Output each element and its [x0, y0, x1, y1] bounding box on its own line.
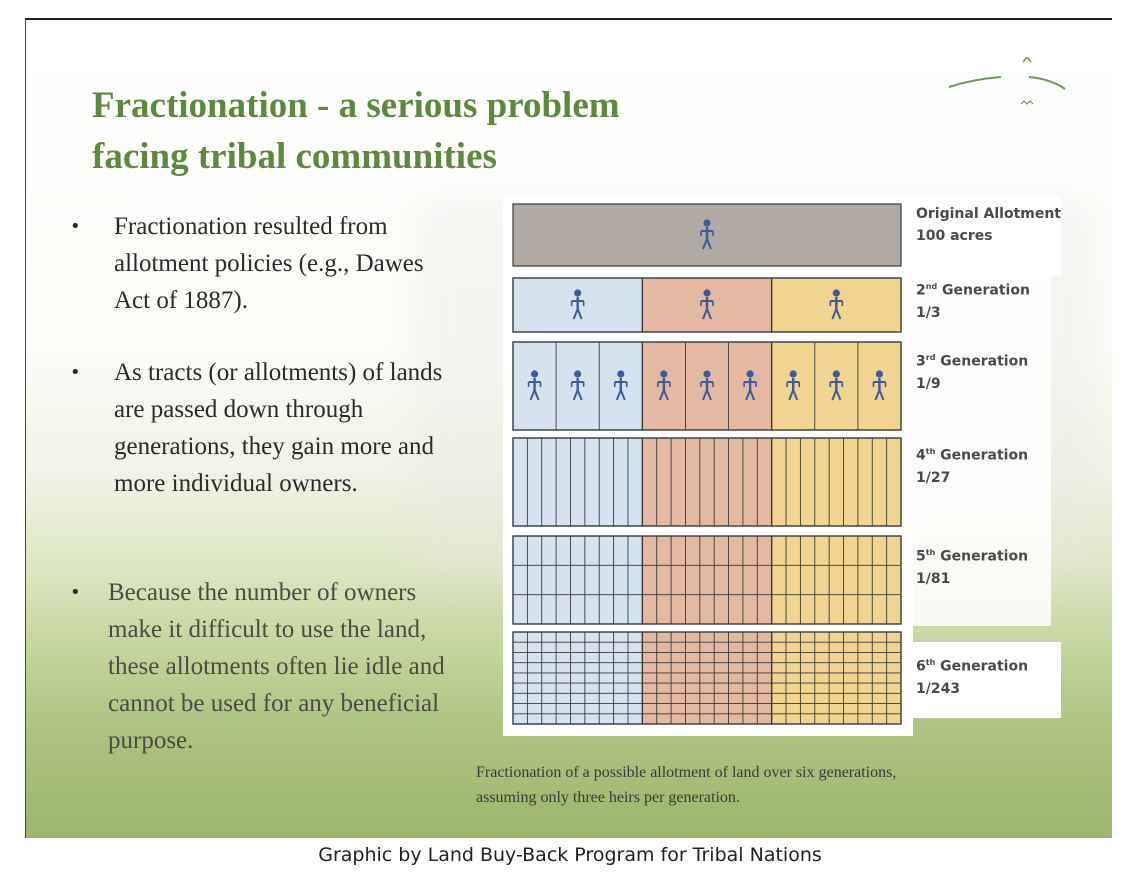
generation-share: 1/81 [916, 570, 951, 587]
title-line-2: facing tribal communities [92, 136, 497, 177]
heir-band [642, 536, 771, 624]
generation-label-6 [916, 652, 1028, 700]
bullet-marker: • [70, 362, 81, 383]
generation-name: 4th Generation [916, 447, 1029, 464]
heir-band [772, 632, 901, 724]
heir-band [642, 632, 771, 724]
slide-title [92, 80, 792, 182]
generation-name: 5th Generation [916, 548, 1029, 565]
heir-band [772, 438, 901, 526]
graphic-credit: Graphic by Land Buy-Back Program for Tribal Nations [318, 844, 822, 866]
title-line-1: Fractionation - a serious problem [92, 85, 620, 126]
heir-band [513, 632, 642, 724]
heir-band [772, 536, 901, 624]
heir-band [513, 438, 642, 526]
bullet-text-1: Fractionation resulted from allotment policies (e.g., Dawes Act of 1887). [114, 213, 424, 314]
bullet-text-2: As tracts (or allotments) of lands are passed down through generations, they gain more and more individual owners. [114, 359, 443, 497]
bullet-marker: • [70, 582, 81, 603]
generation-share: 1/9 [916, 375, 941, 392]
generation-label-2 [916, 276, 1030, 324]
generation-label-1 [916, 203, 1061, 247]
generation-share: 100 acres [916, 228, 993, 244]
generation-share: 1/27 [916, 469, 951, 486]
bullet-marker: • [70, 216, 81, 237]
generation-label-5 [916, 542, 1028, 590]
heir-band [513, 536, 642, 624]
generation-share: 1/243 [916, 680, 961, 697]
generation-name: 6th Generation [916, 658, 1029, 675]
heir-band [642, 438, 771, 526]
slide [25, 18, 1112, 838]
generation-name: Original Allotment [916, 206, 1061, 222]
generation-share: 1/3 [916, 304, 941, 321]
bullet-text-3: Because the number of owners make it difficult to use the land, these allotments often lie idle and cannot be used for any beneficial purpose. [108, 579, 445, 754]
generation-label-3 [916, 347, 1028, 395]
generation-label-4 [916, 441, 1028, 489]
bird-logo-icon [939, 57, 1069, 112]
diagram-caption: Fractionation of a possible allotment of land over six generations, assuming only three heirs per generation. [476, 764, 897, 806]
generation-name: 2nd Generation [916, 282, 1030, 299]
generation-name: 3rd Generation [916, 353, 1029, 370]
